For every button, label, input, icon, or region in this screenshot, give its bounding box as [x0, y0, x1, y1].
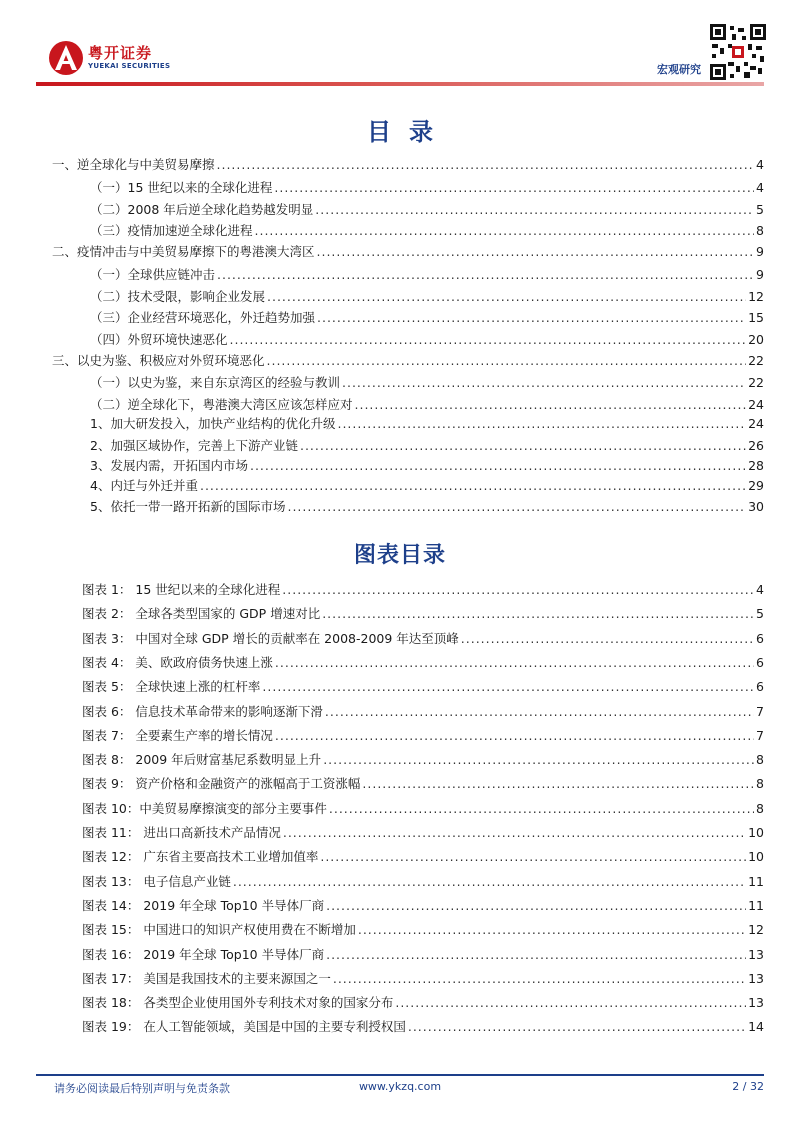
toc-entry-page: 29 — [748, 478, 764, 493]
toc-entry[interactable] — [90, 456, 764, 476]
figure-entry-title: 图表 17： 美国是我国技术的主要来源国之一 — [82, 970, 331, 986]
logo-chinese-name: 粤开证券 — [88, 44, 153, 62]
figure-entry-page: 6 — [756, 679, 764, 695]
dot-leader — [274, 178, 754, 198]
toc-entry[interactable] — [90, 308, 764, 328]
figure-entry-page: 10 — [748, 849, 764, 865]
figure-entry[interactable] — [82, 580, 764, 600]
dot-leader — [317, 308, 746, 328]
figure-entry[interactable] — [82, 920, 764, 940]
dot-leader — [283, 823, 746, 843]
dot-leader — [317, 242, 755, 262]
company-logo — [48, 40, 228, 76]
dot-leader — [275, 653, 754, 673]
figure-entry-page: 4 — [756, 582, 764, 597]
toc-entry-page: 22 — [748, 375, 764, 390]
dot-leader — [355, 395, 747, 415]
toc-entry-page: 28 — [748, 458, 764, 473]
dot-leader — [200, 476, 746, 496]
toc-entry-page: 9 — [756, 244, 764, 259]
toc-entry-title: 二、疫情冲击与中美贸易摩擦下的粤港澳大湾区 — [52, 244, 315, 259]
figure-entry[interactable] — [82, 896, 764, 916]
toc-entry[interactable] — [90, 330, 764, 350]
figure-entry-title: 图表 9： 资产价格和金融资产的涨幅高于工资涨幅 — [82, 776, 361, 792]
figure-entry[interactable] — [82, 702, 764, 722]
figure-entry[interactable] — [82, 726, 764, 746]
figure-entry-page: 14 — [748, 1019, 764, 1035]
dot-leader — [326, 945, 746, 965]
figure-entry[interactable] — [82, 750, 764, 770]
toc-entry-title: 1、加大研发投入，加快产业结构的优化升级 — [90, 416, 336, 431]
figure-entry[interactable] — [82, 872, 764, 892]
dot-leader — [461, 629, 754, 649]
figure-entry-page: 10 — [748, 825, 764, 840]
figure-entry[interactable] — [82, 969, 764, 989]
dot-leader — [362, 774, 754, 794]
figure-entry-page: 7 — [756, 703, 764, 719]
header-divider — [36, 82, 764, 86]
figure-entry-page: 5 — [756, 606, 764, 622]
figure-entry-title: 图表 1： 15 世纪以来的全球化进程 — [82, 582, 281, 597]
figure-entry-page: 13 — [748, 946, 764, 962]
toc-entry-page: 12 — [748, 289, 764, 304]
footer-divider — [36, 1074, 764, 1076]
toc-entry[interactable] — [52, 242, 764, 262]
figure-entry-page: 13 — [748, 995, 764, 1011]
figure-entry-title: 图表 4： 美、欧政府债务快速上涨 — [82, 654, 273, 670]
toc-entry[interactable] — [52, 155, 764, 175]
figure-entry-page: 11 — [748, 897, 764, 913]
figure-entry-title: 图表 15： 中国进口的知识产权使用费在不断增加 — [82, 922, 356, 938]
figure-entry-page: 8 — [756, 800, 764, 816]
toc-entry-title: 5、依托一带一路开拓新的国际市场 — [90, 499, 286, 514]
figure-entry-title: 图表 10：中美贸易摩擦演变的部分主要事件 — [82, 800, 327, 816]
figure-entry-title: 图表 2： 全球各类型国家的 GDP 增速对比 — [82, 606, 321, 622]
toc-entry-title: 2、加强区域协作，完善上下游产业链 — [90, 438, 298, 453]
figure-entry-page: 6 — [756, 654, 764, 670]
dot-leader — [315, 200, 754, 220]
dot-leader — [322, 604, 754, 624]
toc-entry-page: 26 — [748, 438, 764, 453]
figure-entry-title: 图表 8： 2009 年后财富基尼系数明显上升 — [82, 752, 322, 768]
toc-entry-title: （二）逆全球化下，粤港澳大湾区应该怎样应对 — [90, 397, 353, 412]
dot-leader — [217, 155, 755, 175]
dot-leader — [267, 287, 746, 307]
page-header — [0, 0, 800, 92]
figure-entry[interactable] — [82, 945, 764, 965]
dot-leader — [250, 456, 746, 476]
dot-leader — [337, 414, 746, 434]
figure-entry-page: 12 — [748, 922, 764, 938]
footer-page-number: 2 / 32 — [732, 1080, 764, 1093]
figure-entry-title: 图表 11： 进出口高新技术产品情况 — [82, 825, 281, 840]
toc-entry[interactable] — [90, 497, 764, 517]
toc-entry-page: 22 — [748, 353, 764, 368]
dot-leader — [275, 726, 754, 746]
dot-leader — [320, 847, 746, 867]
dot-leader — [230, 330, 747, 350]
toc-entry-page: 15 — [748, 310, 764, 325]
dot-leader — [300, 436, 746, 456]
toc-entry-title: 3、发展内需，开拓国内市场 — [90, 458, 248, 473]
toc-entry[interactable] — [90, 436, 764, 456]
dot-leader — [325, 702, 754, 722]
dot-leader — [255, 221, 755, 241]
figure-entry[interactable] — [82, 774, 764, 794]
dot-leader — [326, 896, 746, 916]
figure-entry[interactable] — [82, 993, 764, 1013]
toc-entry-page: 4 — [756, 157, 764, 172]
toc-entry-page: 5 — [756, 202, 764, 217]
dot-leader — [408, 1017, 746, 1037]
toc-entry-title: 4、内迁与外迁并重 — [90, 478, 198, 493]
figure-entry-title: 图表 18： 各类型企业使用国外专利技术对象的国家分布 — [82, 995, 394, 1011]
toc-entry-title: （四）外贸环境快速恶化 — [90, 332, 228, 347]
toc-entry-title: 一、逆全球化与中美贸易摩擦 — [52, 157, 215, 172]
toc-entry[interactable] — [52, 351, 764, 371]
figure-entry[interactable] — [82, 823, 764, 843]
figure-entry[interactable] — [82, 604, 764, 624]
toc-entry-title: （二）技术受限，影响企业发展 — [90, 289, 266, 304]
toc-entry-page: 8 — [756, 223, 764, 238]
figure-entry-title: 图表 6： 信息技术革命带来的影响逐渐下滑 — [82, 703, 323, 719]
dot-leader — [358, 920, 746, 940]
figure-entry-title: 图表 16： 2019 年全球 Top10 半导体厂商 — [82, 946, 325, 962]
figures-title: 图表目录 — [353, 543, 446, 568]
toc-entry-page: 20 — [748, 332, 764, 347]
toc-entry[interactable] — [90, 373, 764, 393]
figure-entry[interactable] — [82, 653, 764, 673]
toc-entry[interactable] — [90, 178, 764, 198]
figure-entry-title: 图表 3： 中国对全球 GDP 增长的贡献率在 2008-2009 年达至顶峰 — [82, 630, 459, 646]
toc-entry[interactable] — [90, 200, 764, 220]
figure-entry-page: 11 — [748, 873, 764, 889]
toc-entry-title: （三）疫情加速逆全球化进程 — [90, 223, 253, 238]
toc-entry[interactable] — [90, 414, 764, 434]
figure-entry-title: 图表 14： 2019 年全球 Top10 半导体厂商 — [82, 897, 325, 913]
toc-entry-title: （一）15 世纪以来的全球化进程 — [90, 180, 273, 195]
figure-entry[interactable] — [82, 629, 764, 649]
figure-entry-page: 8 — [756, 752, 764, 768]
figure-entry[interactable] — [82, 847, 764, 867]
toc-entry-title: （二）2008 年后逆全球化趋势越发明显 — [90, 202, 314, 217]
dot-leader — [323, 750, 754, 770]
yuekai-logo-icon — [48, 40, 84, 76]
footer-website[interactable]: www.ykzq.com — [358, 1080, 442, 1093]
figure-entry-page: 8 — [756, 776, 764, 792]
figure-entry-title: 图表 13： 电子信息产业链 — [82, 873, 231, 889]
figure-entry-title: 图表 7： 全要素生产率的增长情况 — [82, 727, 273, 743]
toc-entry[interactable] — [90, 265, 764, 285]
toc-entry[interactable] — [90, 395, 764, 415]
toc-entry[interactable] — [90, 221, 764, 241]
toc-entry-page: 9 — [756, 267, 764, 282]
figure-entry[interactable] — [82, 799, 764, 819]
figure-entry-title: 图表 19： 在人工智能领域，美国是中国的主要专利授权国 — [82, 1019, 406, 1035]
dot-leader — [233, 872, 746, 892]
toc-entry-title: （三）企业经营环境恶化，外迁趋势加强 — [90, 310, 316, 325]
dot-leader — [262, 677, 754, 697]
toc-entry-page: 24 — [748, 416, 764, 431]
toc-entry-page: 30 — [748, 499, 764, 514]
dot-leader — [287, 497, 746, 517]
figure-entry-title: 图表 5： 全球快速上涨的杠杆率 — [82, 679, 261, 695]
figure-entry[interactable] — [82, 677, 764, 697]
figure-entry-page: 13 — [748, 970, 764, 986]
dot-leader — [329, 799, 754, 819]
logo-english-name: YUEKAI SECURITIES — [88, 62, 171, 70]
toc-entry-page: 4 — [756, 180, 764, 195]
figure-entry-page: 7 — [756, 727, 764, 743]
figure-entry-page: 6 — [756, 630, 764, 646]
figure-entry-title: 图表 12： 广东省主要高技术工业增加值率 — [82, 849, 319, 865]
dot-leader — [267, 351, 747, 371]
dot-leader — [395, 993, 746, 1013]
qr-code-icon[interactable] — [710, 24, 766, 80]
dot-leader — [333, 969, 746, 989]
toc-entry-page: 24 — [748, 397, 764, 412]
toc-entry[interactable] — [90, 476, 764, 496]
figure-entry[interactable] — [82, 1017, 764, 1037]
toc-entry[interactable] — [90, 287, 764, 307]
toc-entry-title: 三、以史为鉴、积极应对外贸环境恶化 — [52, 353, 265, 368]
toc-entry-title: （一）全球供应链冲击 — [90, 267, 216, 282]
dot-leader — [342, 373, 746, 393]
toc-entry-title: （一）以史为鉴，来自东京湾区的经验与教训 — [90, 375, 341, 390]
dot-leader — [217, 265, 754, 285]
toc-title: 目录 — [367, 118, 451, 146]
report-type-label: 宏观研究 — [657, 63, 701, 76]
footer-disclaimer[interactable]: 请务必阅读最后特别声明与免责条款 — [54, 1082, 230, 1095]
dot-leader — [282, 580, 754, 600]
